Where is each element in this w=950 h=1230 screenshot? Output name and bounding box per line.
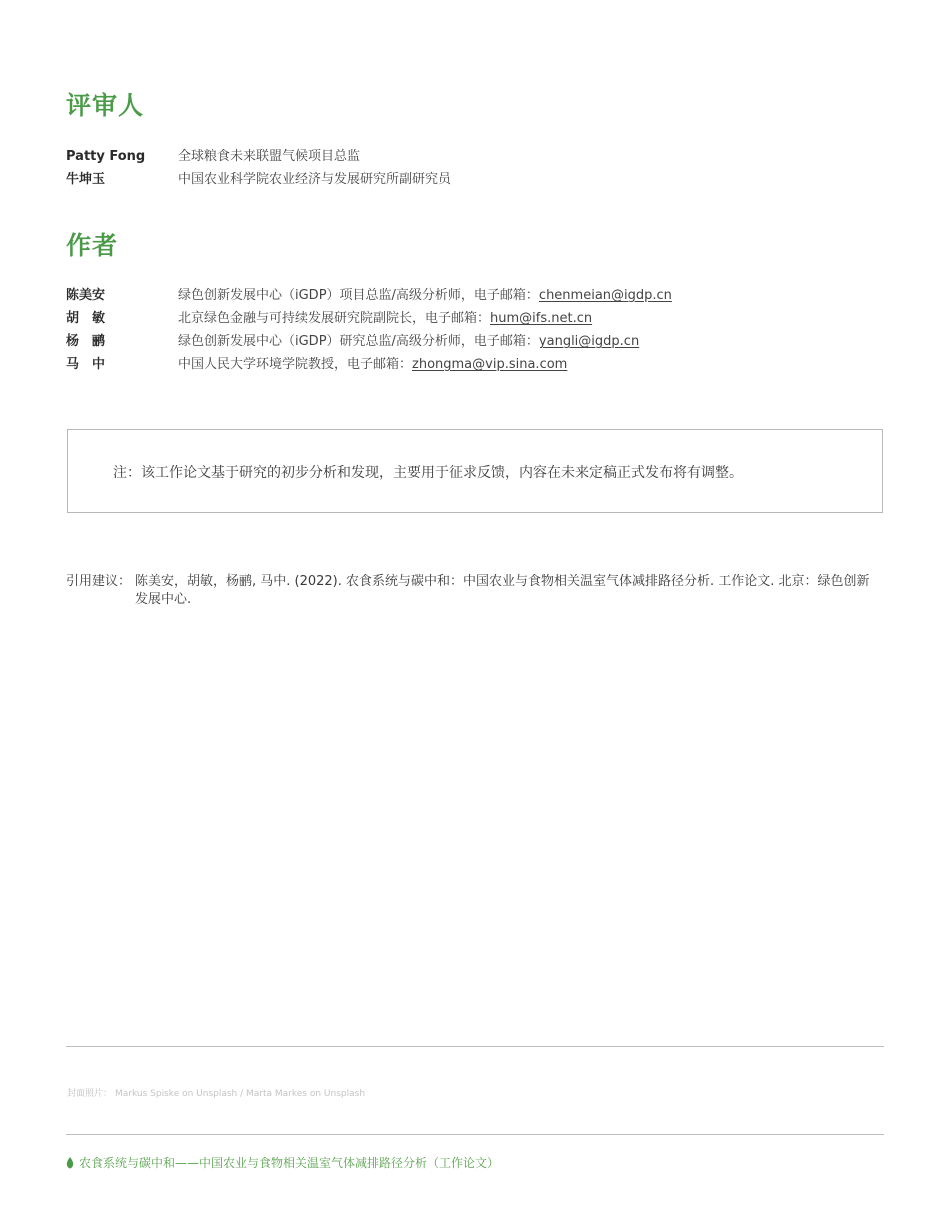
author-email-link[interactable]: hum@ifs.net.cn	[490, 311, 593, 326]
author-desc: 绿色创新发展中心（iGDP）项目总监/高级分析师，电子邮箱：chenmeian@igdp.cn	[178, 288, 672, 303]
reviewer-name: Patty Fong	[66, 149, 146, 164]
author-desc: 中国人民大学环境学院教授，电子邮箱：zhongma@vip.sina.com	[178, 357, 568, 372]
author-email-link[interactable]: zhongma@vip.sina.com	[412, 357, 568, 372]
running-footer	[66, 1154, 499, 1172]
photo-credit	[67, 1086, 365, 1099]
leaf-icon	[66, 1157, 74, 1169]
author-name: 陈美安	[66, 288, 106, 303]
footer-divider	[66, 1134, 884, 1135]
author-name: 杨 鹂	[66, 334, 106, 349]
reviewer-desc: 全球粮食未来联盟气候项目总监	[178, 149, 361, 164]
note-box	[67, 429, 883, 513]
photo-credit-text: Markus Spiske on Unsplash / Marta Markes on Unsplash	[115, 1089, 366, 1099]
author-name: 胡 敏	[66, 311, 106, 326]
authors-title: 作者	[66, 231, 119, 260]
note-text: 注：该工作论文基于研究的初步分析和发现，主要用于征求反馈，内容在未来定稿正式发布将有调整。	[113, 465, 743, 481]
reviewers-title: 评审人	[66, 91, 145, 120]
reviewer-desc: 中国农业科学院农业经济与发展研究所副研究员	[178, 172, 452, 187]
author-email-link[interactable]: yangli@igdp.cn	[538, 334, 640, 349]
citation-text: 陈美安，胡敏，杨鹂, 马中. (2022). 农食系统与碳中和：中国农业与食物相关温室气体减排路径分析. 工作论文. 北京：绿色创新发展中心.	[135, 574, 870, 607]
photo-credit-label: 封面照片：	[67, 1089, 113, 1099]
reviewer-name: 牛坤玉	[66, 172, 106, 187]
author-desc: 北京绿色金融与可持续发展研究院副院长，电子邮箱：hum@ifs.net.cn	[178, 311, 593, 326]
footer-text: 农食系统与碳中和——中国农业与食物相关温室气体减排路径分析（工作论文）	[79, 1156, 500, 1170]
author-email-link[interactable]: chenmeian@igdp.cn	[538, 288, 672, 303]
divider	[66, 1046, 884, 1047]
author-desc: 绿色创新发展中心（iGDP）研究总监/高级分析师，电子邮箱：yangli@igdp.cn	[178, 334, 640, 349]
citation-label: 引用建议：	[66, 574, 132, 589]
citation	[66, 573, 878, 609]
author-name: 马 中	[66, 357, 106, 372]
